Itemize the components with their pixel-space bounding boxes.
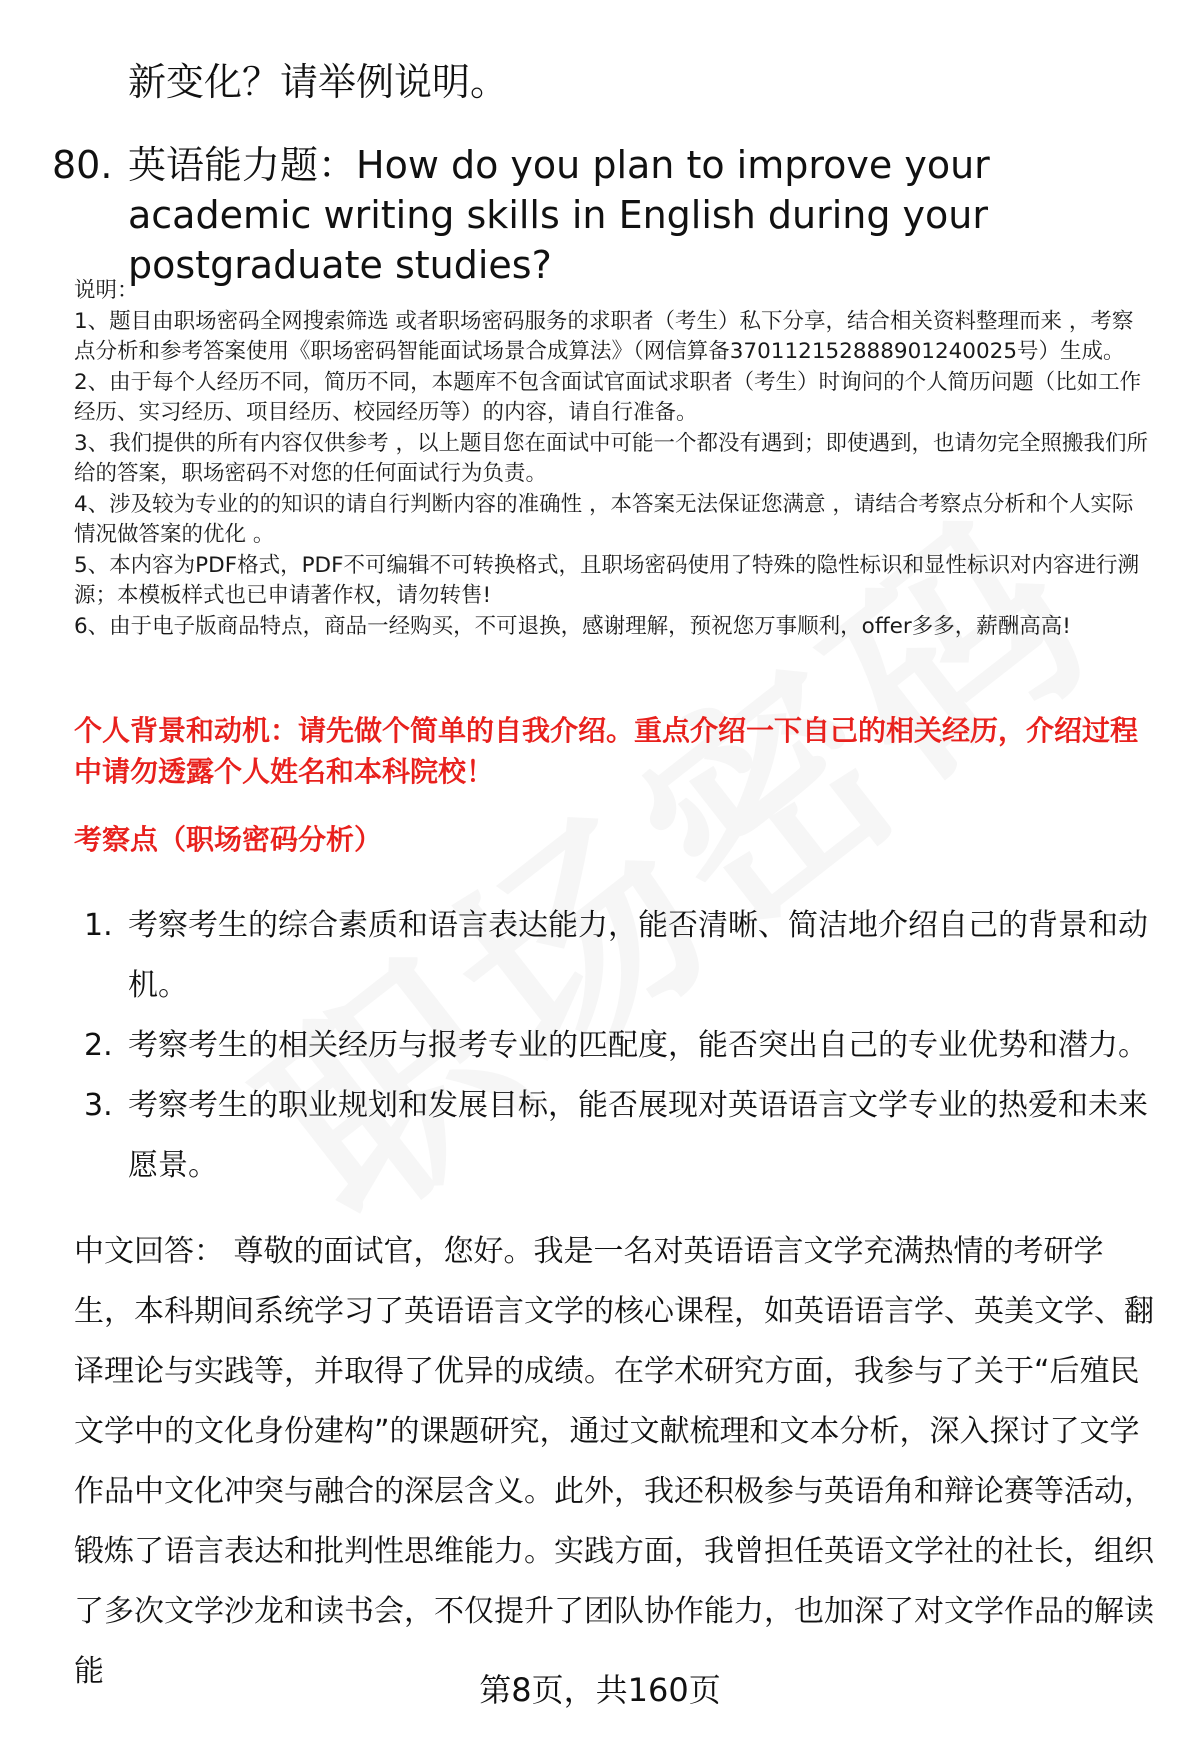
chinese-answer-paragraph: 中文回答： 尊敬的面试官，您好。我是一名对英语语言文学充满热情的考研学生，本科期间系统学习了英语语言文学的核心课程，如英语语言学、英美文学、翻译理论与实践等，并取得了优异的成绩。在学术研究方面，我参与了关于“后殖民文学中的文化身份建构”的课题研究，通过文献梳理和文本分析，深入探讨了文学作品中文化冲突与融合的深层含义。此外，我还积极参与英语角和辩论赛等活动，锻炼了语言表达和批判性思维能力。实践方面，我曾担任英语文学社的社长，组织了多次文学沙龙和读书会，不仅提升了团队协作能力，也加深了对文学作品的解读能 bbox=[74, 1234, 1154, 1689]
note-item: 3、我们提供的所有内容仅供参考 ，以上题目您在面试中可能一个都没有遇到；即使遇到，也请勿完全照搬我们所给的答案，职场密码不对您的任何面试行为负责。 bbox=[74, 430, 1149, 486]
notes-title: 说明： bbox=[74, 278, 139, 303]
analysis-point-number: 3. bbox=[84, 1088, 113, 1123]
note-item: 5、本内容为PDF格式，PDF不可编辑不可转换格式，且职场密码使用了特殊的隐性标识和显性标识对内容进行溯源；本模板样式也已申请著作权，请勿转售! bbox=[74, 552, 1139, 608]
interview-question-heading: 个人背景和动机：请先做个简单的自我介绍。重点介绍一下自己的相关经历，介绍过程中请勿透露个人姓名和本科院校！ bbox=[74, 714, 1139, 788]
page-number-footer: 第8页，共160页 bbox=[479, 1671, 721, 1709]
analysis-point bbox=[0, 1076, 1200, 1196]
analysis-point-text: 考察考生的相关经历与报考专业的匹配度，能否突出自己的专业优势和潜力。 bbox=[128, 1028, 1148, 1063]
note-item: 1、题目由职场密码全网搜索筛选 或者职场密码服务的求职者（考生）私下分享，结合相关资料整理而来 ，考察点分析和参考答案使用《职场密码智能面试场景合成算法》（网信算备370112152888901240025号）生成。 bbox=[74, 308, 1134, 364]
analysis-point-number: 2. bbox=[84, 1028, 113, 1063]
analysis-point bbox=[0, 1016, 1200, 1076]
previous-question-tail: 新变化？请举例说明。 bbox=[128, 60, 509, 104]
analysis-heading: 考察点（职场密码分析） bbox=[74, 823, 383, 856]
note-item: 2、由于每个人经历不同，简历不同，本题库不包含面试官面试求职者（考生）时询问的个人简历问题（比如工作经历、实习经历、项目经历、校园经历等）的内容，请自行准备。 bbox=[74, 369, 1142, 425]
question-number: 80. bbox=[52, 143, 113, 187]
analysis-point bbox=[0, 896, 1200, 1016]
analysis-point-text: 考察考生的综合素质和语言表达能力，能否清晰、简洁地介绍自己的背景和动机。 bbox=[128, 908, 1148, 1003]
analysis-points-list bbox=[0, 896, 1200, 1196]
analysis-point-number: 1. bbox=[84, 908, 113, 943]
notes-section bbox=[74, 276, 1154, 642]
question-text: 英语能力题：How do you plan to improve your academic writing skills in English during your postgraduate studies? bbox=[128, 143, 990, 287]
note-item: 6、由于电子版商品特点，商品一经购买，不可退换，感谢理解，预祝您万事顺利，offer多多，薪酬高高! bbox=[74, 613, 1071, 639]
note-item: 4、涉及较为专业的的知识的请自行判断内容的准确性 ，本答案无法保证您满意 ，请结合考察点分析和个人实际情况做答案的优化 。 bbox=[74, 491, 1134, 547]
analysis-point-text: 考察考生的职业规划和发展目标，能否展现对英语语言文学专业的热爱和未来愿景。 bbox=[128, 1088, 1148, 1183]
